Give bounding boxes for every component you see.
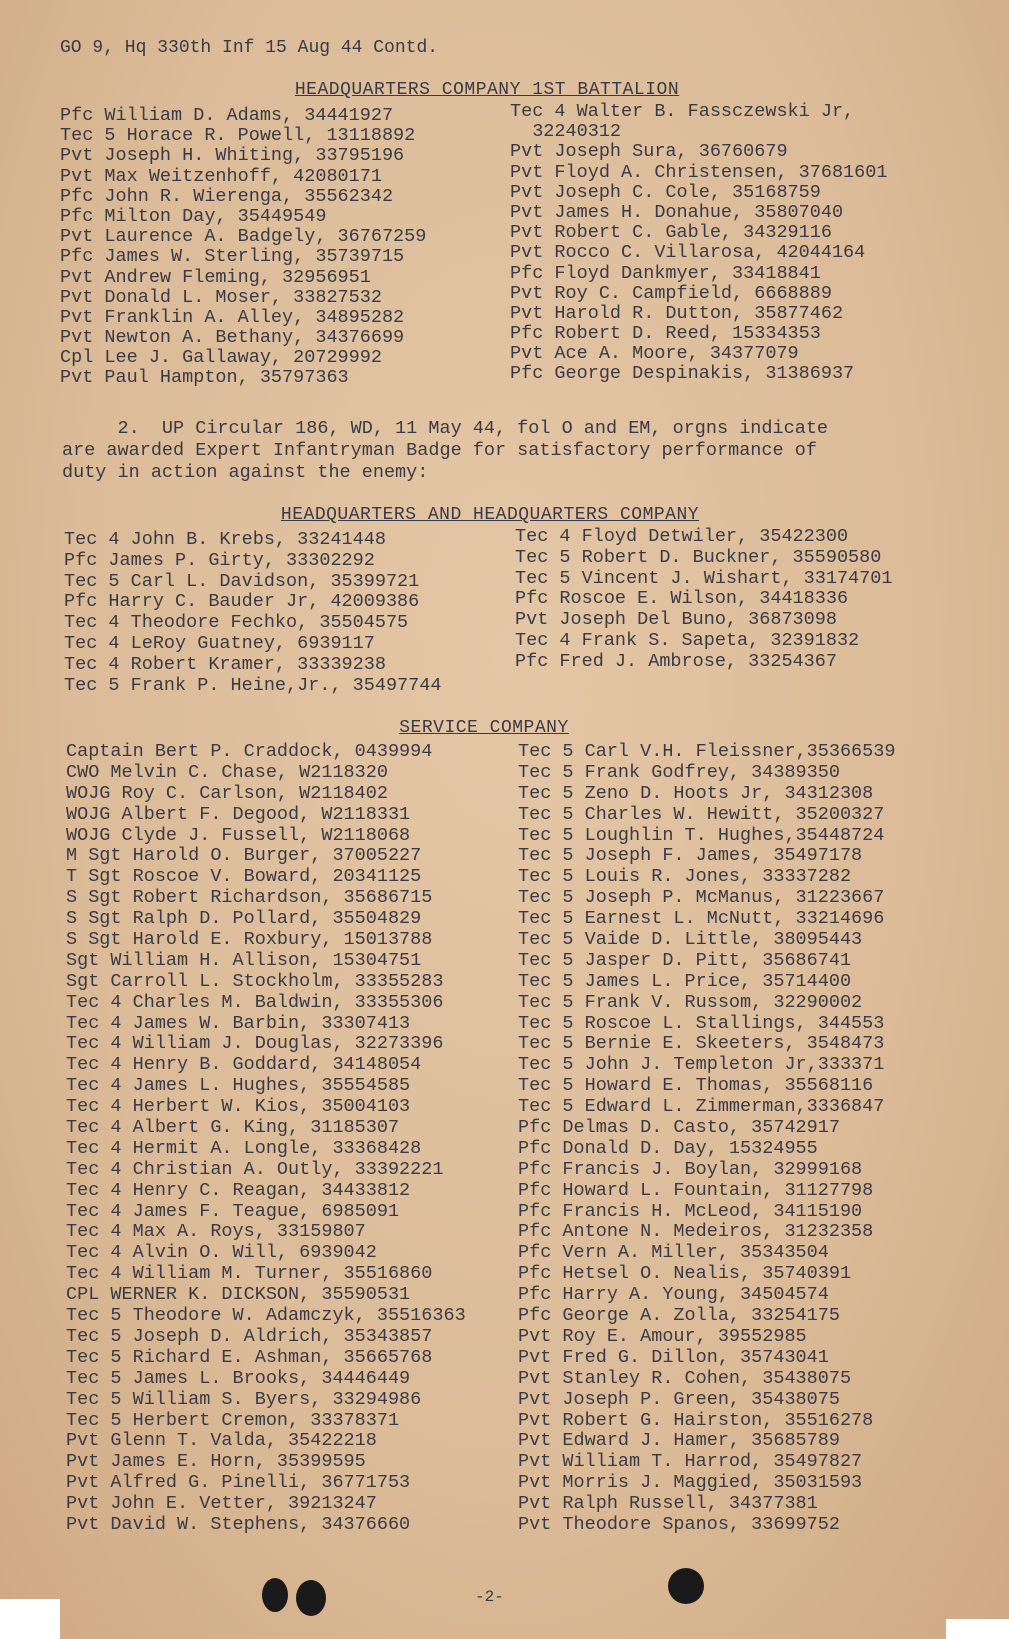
page-number: -2- — [475, 1588, 504, 1606]
roster-entry: Tec 4 Christian A. Outly, 33392221 — [66, 1158, 444, 1180]
roster-entry: Tec 4 James F. Teague, 6985091 — [66, 1200, 400, 1222]
roster-entry: Tec 4 LeRoy Guatney, 6939117 — [64, 632, 375, 654]
roster-entry: Tec 5 Bernie E. Skeeters, 3548473 — [518, 1033, 885, 1055]
roster-entry: Pfc Harry A. Young, 34504574 — [518, 1284, 829, 1306]
hqhq-right-column — [515, 527, 892, 673]
roster-entry: Captain Bert P. Craddock, 0439994 — [66, 741, 433, 762]
roster-entry: Pvt Fred G. Dillon, 35743041 — [518, 1346, 829, 1368]
roster-entry: Pfc George A. Zolla, 33254175 — [518, 1305, 840, 1327]
roster-entry: Pvt Stanley R. Cohen, 35438075 — [518, 1367, 852, 1389]
roster-entry: Pvt Morris J. Maggied, 35031593 — [518, 1472, 863, 1494]
roster-entry: Tec 4 Alvin O. Will, 6939042 — [66, 1242, 377, 1264]
roster-entry: Tec 4 Henry B. Goddard, 34148054 — [66, 1054, 422, 1076]
roster-entry: Tec 4 Hermit A. Longle, 33368428 — [66, 1137, 422, 1159]
roster-entry: Tec 4 Theodore Fechko, 35504575 — [64, 612, 409, 634]
roster-entry: Tec 5 William S. Byers, 33294986 — [66, 1388, 422, 1410]
roster-entry: Pfc Francis J. Boylan, 32999168 — [518, 1158, 863, 1180]
roster-entry: Pfc Hetsel O. Nealis, 35740391 — [518, 1263, 852, 1285]
roster-entry: CWO Melvin C. Chase, W2118320 — [66, 761, 388, 783]
roster-entry: Tec 5 Frank V. Russom, 32290002 — [518, 991, 863, 1013]
ink-blot — [296, 1580, 326, 1616]
roster-entry: Tec 5 Frank P. Heine,Jr., 35497744 — [64, 674, 442, 696]
roster-entry: Tec 5 Roscoe L. Stallings, 344553 — [518, 1012, 885, 1034]
roster-entry: Pfc Antone N. Medeiros, 31232358 — [518, 1221, 874, 1243]
roster-entry: Tec 4 William M. Turner, 35516860 — [66, 1263, 433, 1285]
roster-entry: Cpl Lee J. Gallaway, 20729992 — [60, 347, 382, 369]
roster-entry: Pfc Milton Day, 35449549 — [60, 205, 327, 227]
roster-entry: Pvt Roy E. Amour, 39552985 — [518, 1325, 807, 1347]
roster-entry: Pfc Fred J. Ambrose, 33254367 — [515, 650, 837, 672]
roster-entry: Pvt Floyd A. Christensen, 37681601 — [510, 161, 888, 183]
roster-entry: Pvt Paul Hampton, 35797363 — [60, 367, 349, 389]
roster-entry: Tec 5 Theodore W. Adamczyk, 35516363 — [66, 1305, 466, 1327]
roster-entry: Tec 5 Louis R. Jones, 33337282 — [518, 866, 852, 888]
paragraph-line: 2. UP Circular 186, WD, 11 May 44, fol O and EM, orgns indicate — [62, 418, 829, 439]
roster-entry: Pvt David W. Stephens, 34376660 — [66, 1513, 411, 1535]
roster-entry: Tec 5 Zeno D. Hoots Jr, 34312308 — [518, 782, 874, 804]
roster-entry: Pvt Andrew Fleming, 32956951 — [60, 266, 371, 288]
roster-entry: Pfc Delmas D. Casto, 35742917 — [518, 1117, 840, 1139]
roster-entry: Tec 5 Horace R. Powell, 13118892 — [60, 125, 416, 147]
roster-entry: Tec 4 Floyd Detwiler, 35422300 — [515, 526, 849, 547]
paragraph-line: are awarded Expert Infantryman Badge for satisfactory performance of — [62, 440, 817, 461]
roster-entry: Pvt Franklin A. Alley, 34895282 — [60, 306, 405, 328]
roster-entry: Pvt Laurence A. Badgely, 36767259 — [60, 226, 427, 248]
roster-entry: Pfc Francis H. McLeod, 34115190 — [518, 1200, 863, 1222]
roster-entry: Pvt Joseph Sura, 36760679 — [510, 141, 788, 163]
roster-entry: Pvt Joseph P. Green, 35438075 — [518, 1388, 840, 1410]
roster-entry: Tec 5 Edward L. Zimmerman,3336847 — [518, 1096, 885, 1118]
roster-entry: Pvt Joseph H. Whiting, 33795196 — [60, 145, 405, 167]
paragraph-2 — [62, 418, 942, 484]
roster-entry: Pfc Robert D. Reed, 15334353 — [510, 323, 821, 345]
roster-entry: Tec 5 John J. Templeton Jr,333371 — [518, 1054, 885, 1076]
roster-entry: Tec 5 Jasper D. Pitt, 35686741 — [518, 949, 852, 971]
roster-entry: WOJG Albert F. Degood, W2118331 — [66, 803, 411, 825]
torn-edge — [0, 1599, 60, 1639]
roster-entry: Pvt William T. Harrod, 35497827 — [518, 1451, 863, 1473]
hqhq-left-column — [64, 530, 441, 696]
roster-entry: Pvt Robert C. Gable, 34329116 — [510, 222, 832, 244]
roster-entry: Pvt John E. Vetter, 39213247 — [66, 1493, 377, 1515]
roster-entry: Pfc James P. Girty, 33302292 — [64, 549, 375, 571]
roster-entry: Pvt James E. Horn, 35399595 — [66, 1451, 366, 1473]
roster-entry: Tec 5 Robert D. Buckner, 35590580 — [515, 546, 882, 568]
ink-blot — [262, 1578, 288, 1612]
roster-entry: Pvt Harold R. Dutton, 35877462 — [510, 302, 844, 324]
roster-entry: Tec 5 Vincent J. Wishart, 33174701 — [515, 567, 893, 589]
roster-entry: Tec 4 Max A. Roys, 33159807 — [66, 1221, 366, 1243]
roster-entry: Tec 4 James W. Barbin, 33307413 — [66, 1012, 411, 1034]
roster-entry: Pvt Donald L. Moser, 33827532 — [60, 286, 382, 308]
roster-entry: S Sgt Harold E. Roxbury, 15013788 — [66, 929, 433, 951]
section-heading-hqhq: HEADQUARTERS AND HEADQUARTERS COMPANY — [280, 505, 700, 525]
paragraph-line: duty in action against the enemy: — [62, 462, 429, 483]
roster-entry: Tec 4 Herbert W. Kios, 35004103 — [66, 1096, 411, 1118]
roster-entry: Pvt Ace A. Moore, 34377079 — [510, 343, 799, 365]
ink-blot — [668, 1568, 704, 1604]
roster-entry: Pfc Roscoe E. Wilson, 34418336 — [515, 588, 849, 610]
roster-entry: Pfc James W. Sterling, 35739715 — [60, 246, 405, 268]
roster-entry: Pvt Rocco C. Villarosa, 42044164 — [510, 242, 866, 264]
roster-entry: Pvt Theodore Spanos, 33699752 — [518, 1513, 840, 1535]
roster-entry: WOJG Roy C. Carlson, W2118402 — [66, 782, 388, 804]
roster-entry: Tec 5 Joseph P. McManus, 31223667 — [518, 887, 885, 909]
roster-entry: Pvt Joseph C. Cole, 35168759 — [510, 181, 821, 203]
roster-entry: Pvt Robert G. Hairston, 35516278 — [518, 1409, 874, 1431]
roster-entry: Pvt Alfred G. Pinelli, 36771753 — [66, 1472, 411, 1494]
roster-entry: Tec 5 Loughlin T. Hughes,35448724 — [518, 824, 885, 846]
roster-entry: Tec 4 Frank S. Sapeta, 32391832 — [515, 629, 860, 651]
service-left-column — [66, 742, 466, 1536]
roster-entry: M Sgt Harold O. Burger, 37005227 — [66, 845, 422, 867]
roster-entry: Pfc Howard L. Fountain, 31127798 — [518, 1179, 874, 1201]
roster-entry: Sgt William H. Allison, 15304751 — [66, 949, 422, 971]
roster-entry: Tec 4 James L. Hughes, 35554585 — [66, 1075, 411, 1097]
roster-entry: Pfc Harry C. Bauder Jr, 42009386 — [64, 591, 420, 613]
roster-entry: Tec 5 Joseph F. James, 35497178 — [518, 845, 863, 867]
roster-entry: Pvt Newton A. Bethany, 34376699 — [60, 327, 405, 349]
roster-entry: Tec 4 John B. Krebs, 33241448 — [64, 529, 386, 550]
roster-entry: Tec 4 Walter B. Fassczewski Jr, — [510, 101, 855, 122]
hq1-left-column — [60, 106, 426, 389]
roster-entry: S Sgt Ralph D. Pollard, 35504829 — [66, 908, 422, 930]
roster-entry: Tec 5 James L. Brooks, 34446449 — [66, 1367, 411, 1389]
roster-entry: Pfc Donald D. Day, 15324955 — [518, 1137, 818, 1159]
torn-edge — [946, 1619, 1009, 1639]
roster-entry: Sgt Carroll L. Stockholm, 33355283 — [66, 970, 444, 992]
roster-entry: Tec 4 Henry C. Reagan, 34433812 — [66, 1179, 411, 1201]
roster-entry: Tec 5 Charles W. Hewitt, 35200327 — [518, 803, 885, 825]
roster-entry: CPL WERNER K. DICKSON, 35590531 — [66, 1284, 411, 1306]
roster-entry: Pfc George Despinakis, 31386937 — [510, 363, 855, 385]
roster-entry: Tec 4 Albert G. King, 31185307 — [66, 1117, 400, 1139]
roster-entry: Tec 5 Earnest L. McNutt, 33214696 — [518, 908, 885, 930]
roster-entry: Tec 4 Robert Kramer, 33339238 — [64, 653, 386, 675]
roster-entry: Tec 5 James L. Price, 35714400 — [518, 970, 852, 992]
roster-entry: Pfc Vern A. Miller, 35343504 — [518, 1242, 829, 1264]
roster-entry: Tec 5 Herbert Cremon, 33378371 — [66, 1409, 400, 1431]
roster-entry: Tec 5 Vaide D. Little, 38095443 — [518, 929, 863, 951]
hq1-right-column — [510, 102, 887, 385]
roster-entry: Pfc William D. Adams, 34441927 — [60, 105, 394, 126]
roster-entry: Pvt Glenn T. Valda, 35422218 — [66, 1430, 377, 1452]
section-heading-hq1: HEADQUARTERS COMPANY 1ST BATTALION — [294, 80, 680, 100]
roster-entry: Tec 4 William J. Douglas, 32273396 — [66, 1033, 444, 1055]
roster-entry: Tec 5 Carl L. Davidson, 35399721 — [64, 570, 420, 592]
roster-entry: Pvt Max Weitzenhoff, 42080171 — [60, 165, 382, 187]
roster-entry: Tec 5 Richard E. Ashman, 35665768 — [66, 1346, 433, 1368]
roster-entry: Pvt Joseph Del Buno, 36873098 — [515, 609, 837, 631]
roster-entry: Tec 5 Howard E. Thomas, 35568116 — [518, 1075, 874, 1097]
roster-entry: Pvt James H. Donahue, 35807040 — [510, 201, 844, 223]
document-header: GO 9, Hq 330th Inf 15 Aug 44 Contd. — [60, 38, 439, 58]
roster-entry: 32240312 — [510, 121, 622, 143]
roster-entry: Tec 5 Carl V.H. Fleissner,35366539 — [518, 741, 896, 762]
roster-entry: Tec 4 Charles M. Baldwin, 33355306 — [66, 991, 444, 1013]
service-right-column — [518, 742, 895, 1536]
roster-entry: Pfc John R. Wierenga, 35562342 — [60, 185, 394, 207]
roster-entry: Tec 5 Frank Godfrey, 34389350 — [518, 761, 840, 783]
roster-entry: WOJG Clyde J. Fussell, W2118068 — [66, 824, 411, 846]
section-heading-service: SERVICE COMPANY — [399, 718, 569, 738]
roster-entry: S Sgt Robert Richardson, 35686715 — [66, 887, 433, 909]
roster-entry: Tec 5 Joseph D. Aldrich, 35343857 — [66, 1325, 433, 1347]
roster-entry: Pvt Ralph Russell, 34377381 — [518, 1493, 818, 1515]
roster-entry: Pvt Roy C. Campfield, 6668889 — [510, 282, 832, 304]
roster-entry: Pfc Floyd Dankmyer, 33418841 — [510, 262, 821, 284]
roster-entry: T Sgt Roscoe V. Boward, 20341125 — [66, 866, 422, 888]
roster-entry: Pvt Edward J. Hamer, 35685789 — [518, 1430, 840, 1452]
